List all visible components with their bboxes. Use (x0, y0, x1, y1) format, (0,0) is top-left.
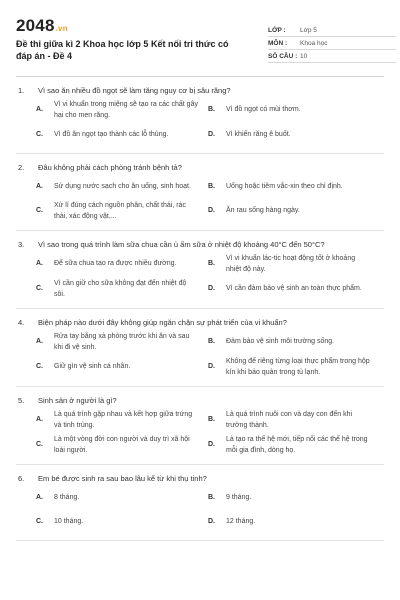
site-logo[interactable] (16, 16, 68, 36)
option-letter: D. (208, 285, 215, 293)
answer-option[interactable] (208, 100, 380, 121)
option-text: Là quá trình gặp nhau và kết hợp giữa trứng và tinh trùng. (54, 411, 193, 429)
page-title: Đề thi giữa kì 2 Khoa học lớp 5 Kết nối tri thức có đáp án - Đề 4 (16, 39, 229, 61)
question-number: 4. (18, 317, 25, 327)
page-header (16, 10, 384, 70)
question-text: Sinh sản ở người là gì? (38, 395, 117, 405)
meta-row-subject (268, 37, 396, 50)
option-text: Không để riêng từng loại thực phẩm trong hộp kín khi bảo quản trong tủ lạnh. (226, 358, 370, 376)
meta-label: LỚP : (268, 26, 286, 34)
answer-option[interactable] (36, 357, 208, 378)
option-letter: B. (208, 338, 215, 346)
answer-option[interactable] (36, 332, 208, 353)
question-item (16, 387, 384, 465)
answer-option[interactable] (208, 488, 380, 508)
meta-value: 10 (300, 52, 308, 60)
option-letter: C. (36, 363, 43, 371)
option-text: Vì cần giữ cho sữa không đạt đến nhiệt độ sôi. (54, 280, 187, 298)
option-letter: A. (36, 493, 43, 501)
option-letter: C. (36, 130, 43, 138)
option-text: Là tạo ra thế hệ mới, tiếp nối các thế hệ trong mỗi gia đình, dòng họ. (226, 436, 368, 454)
option-letter: A. (36, 260, 43, 268)
option-letter: D. (208, 130, 215, 138)
meta-value: Khoa học (300, 39, 328, 47)
answer-option[interactable] (36, 125, 208, 145)
option-text: Uống hoặc tiêm vắc-xin theo chỉ định. (226, 182, 343, 190)
question-divider (16, 540, 384, 541)
answer-option[interactable] (36, 201, 208, 222)
logo-main: 2048 (16, 16, 55, 35)
option-text: Vì đồ ăn ngọt tạo thành các lỗ thủng. (54, 130, 169, 138)
answer-option[interactable] (208, 254, 380, 275)
answer-option[interactable] (208, 410, 380, 431)
answer-option[interactable] (208, 125, 380, 145)
exam-meta-table (268, 24, 396, 63)
question-number: 3. (18, 239, 25, 249)
answer-option[interactable] (36, 177, 208, 197)
question-text: Vì sao trong quá trình làm sữa chua cần ủ ấm sữa ở nhiệt độ khoảng 40°C đến 50°C? (38, 239, 325, 249)
option-text: Ăn rau sống hàng ngày. (226, 207, 300, 215)
option-text: Vì cần đảm bảo vệ sinh an toàn thực phẩm. (226, 285, 362, 293)
option-letter: B. (208, 182, 215, 190)
question-number: 6. (18, 473, 25, 483)
question-item (16, 77, 384, 154)
question-number: 1. (18, 85, 25, 95)
option-text: Để sữa chua tạo ra được nhiều đường. (54, 260, 177, 268)
option-letter: D. (208, 363, 215, 371)
meta-label: MÔN : (268, 39, 288, 47)
option-text: Là một vòng đời con người và duy trì xã hội loài người. (54, 436, 190, 454)
question-text: Em bé được sinh ra sau bao lâu kể từ khi thụ tinh? (38, 473, 207, 483)
question-list (16, 77, 384, 541)
meta-value: Lớp 5 (300, 26, 317, 34)
question-item (16, 309, 384, 387)
logo-suffix: .vn (55, 24, 68, 33)
answer-option[interactable] (208, 201, 380, 222)
option-letter: A. (36, 338, 43, 346)
option-text: Vì đồ ngọt có mùi thơm. (226, 106, 301, 114)
answer-options (16, 488, 384, 536)
option-text: 8 tháng. (54, 493, 80, 501)
option-text: 12 tháng. (226, 517, 256, 525)
option-letter: D. (208, 517, 215, 525)
meta-row-class (268, 24, 396, 37)
option-letter: C. (36, 207, 43, 215)
question-header (16, 472, 384, 484)
meta-label: SỐ CÂU : (268, 52, 298, 60)
question-header (16, 238, 384, 250)
option-text: Vì vi khuẩn trong miệng sẽ tạo ra các chất gây hại cho men răng. (54, 101, 198, 119)
option-letter: B. (208, 260, 215, 268)
answer-option[interactable] (36, 410, 208, 431)
answer-option[interactable] (208, 279, 380, 300)
question-text: Đâu không phải cách phòng tránh bệnh tả? (38, 162, 182, 172)
answer-option[interactable] (36, 488, 208, 508)
option-letter: A. (36, 416, 43, 424)
answer-option[interactable] (36, 254, 208, 275)
answer-option[interactable] (36, 279, 208, 300)
answer-option[interactable] (208, 332, 380, 353)
option-letter: C. (36, 517, 43, 525)
option-text: Đảm bảo vệ sinh môi trường sống. (226, 338, 335, 346)
option-letter: A. (36, 106, 43, 114)
option-text: Là quá trình nuôi con và dạy con đến khi trưởng thành. (226, 411, 353, 429)
answer-options (16, 177, 384, 226)
option-text: 9 tháng. (226, 493, 252, 501)
question-item (16, 154, 384, 231)
question-header (16, 394, 384, 406)
option-text: Giữ gìn vệ sinh cá nhân. (54, 363, 131, 371)
answer-options (16, 332, 384, 382)
answer-option[interactable] (36, 435, 208, 456)
option-letter: B. (208, 493, 215, 501)
option-letter: A. (36, 182, 43, 190)
answer-option[interactable] (208, 512, 380, 532)
question-number: 2. (18, 162, 25, 172)
option-letter: D. (208, 207, 215, 215)
option-text: Sử dụng nước sạch cho ăn uống, sinh hoạt. (54, 182, 191, 190)
question-item (16, 465, 384, 541)
question-header (16, 316, 384, 328)
question-header (16, 84, 384, 96)
answer-option[interactable] (208, 177, 380, 197)
option-text: Rửa tay bằng xà phòng trước khi ăn và sau khi đi vệ sinh. (54, 333, 190, 351)
question-item (16, 231, 384, 309)
answer-option[interactable] (36, 512, 208, 532)
answer-option[interactable] (208, 435, 380, 456)
answer-options (16, 410, 384, 460)
option-letter: D. (208, 441, 215, 449)
question-header (16, 161, 384, 173)
question-text: Biện pháp nào dưới đây không giúp ngăn chặn sự phát triển của vi khuẩn? (38, 317, 287, 327)
question-text: Vì sao ăn nhiều đồ ngọt sẽ làm tăng nguy cơ bị sâu răng? (38, 85, 231, 95)
answer-options (16, 254, 384, 304)
option-text: Vì khiến răng ê buốt. (226, 130, 291, 138)
meta-row-count (268, 50, 396, 63)
answer-options (16, 100, 384, 149)
option-text: 10 tháng. (54, 517, 84, 525)
option-letter: C. (36, 285, 43, 293)
answer-option[interactable] (208, 357, 380, 378)
option-letter: B. (208, 416, 215, 424)
option-letter: B. (208, 106, 215, 114)
answer-option[interactable] (36, 100, 208, 121)
option-letter: C. (36, 441, 43, 449)
option-text: Xử lí đúng cách nguồn phân, chất thải, rác thải, xác động vật,... (54, 202, 186, 220)
option-text: Vì vi khuẩn lác-tic hoạt động tốt ở khoảng nhiệt độ này. (226, 255, 356, 273)
question-number: 5. (18, 395, 25, 405)
